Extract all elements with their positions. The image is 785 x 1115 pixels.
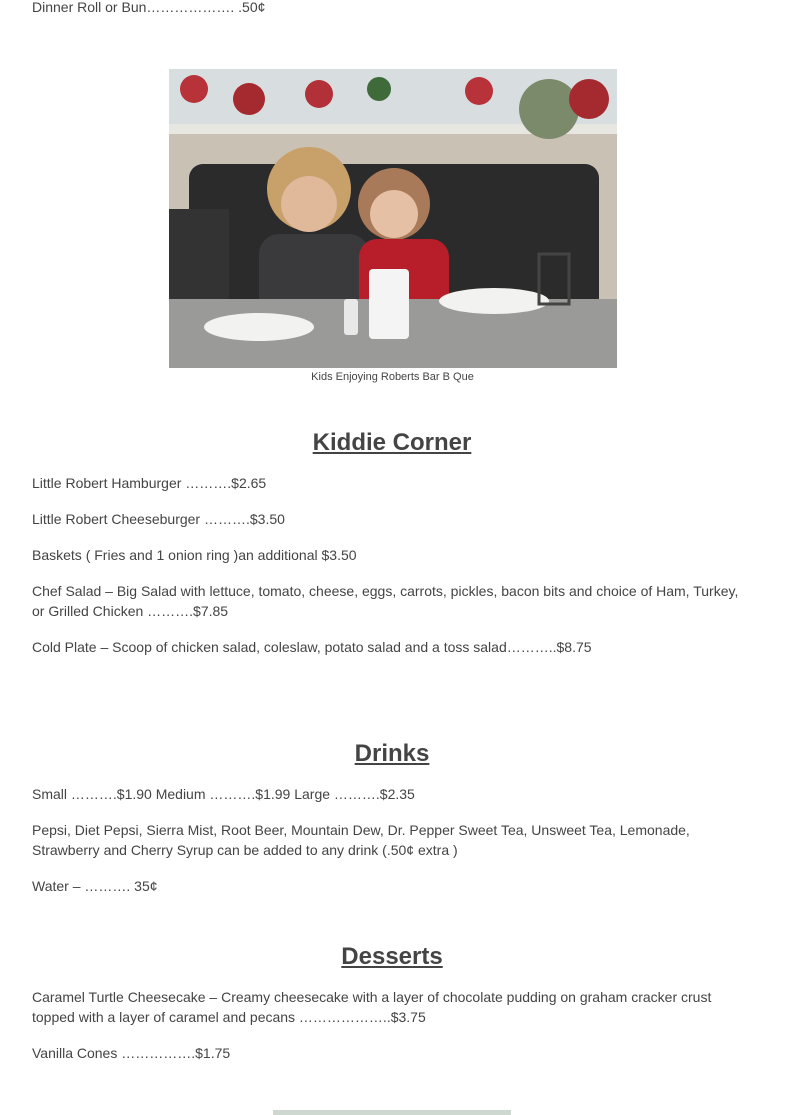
- kids-photo: [169, 69, 617, 368]
- menu-item-dinner-roll: Dinner Roll or Bun………………. .50¢: [32, 0, 266, 15]
- drinks-item: Small ……….$1.90 Medium ……….$1.99 Large ……….$2.35: [32, 786, 415, 802]
- drinks-item: Water – ………. 35¢: [32, 878, 158, 894]
- drinks-heading: Drinks: [354, 740, 430, 767]
- desserts-item: Caramel Turtle Cheesecake – Creamy cheesecake with a layer of chocolate pudding on graham cracker crust topped with a layer of caramel and pecans ………………..$3.75: [32, 989, 712, 1025]
- kiddie-item: Chef Salad – Big Salad with lettuce, tomato, cheese, eggs, carrots, pickles, bacon bits and choice of Ham, Turkey, or Grilled Chicken ……….$7.85: [32, 583, 739, 619]
- kiddie-item: Little Robert Hamburger ……….$2.65: [32, 475, 267, 491]
- photo-caption: Kids Enjoying Roberts Bar B Que: [311, 371, 474, 383]
- desserts-heading: Desserts: [341, 943, 443, 970]
- kiddie-item: Cold Plate – Scoop of chicken salad, coleslaw, potato salad and a toss salad………..$8.75: [32, 639, 592, 655]
- kiddie-item: Baskets ( Fries and 1 onion ring )an additional $3.50: [32, 547, 357, 563]
- kids-photo-image: [169, 69, 617, 368]
- next-photo-edge: [273, 1110, 511, 1115]
- kiddie-corner-heading: Kiddie Corner: [312, 429, 472, 456]
- drinks-item: Pepsi, Diet Pepsi, Sierra Mist, Root Beer, Mountain Dew, Dr. Pepper Sweet Tea, Unsweet Tea, Lemonade, Strawberry and Cherry Syrup can be added to any drink (.50¢ extra ): [32, 822, 690, 858]
- desserts-item: Vanilla Cones …………….$1.75: [32, 1045, 231, 1061]
- kiddie-item: Little Robert Cheeseburger ……….$3.50: [32, 511, 285, 527]
